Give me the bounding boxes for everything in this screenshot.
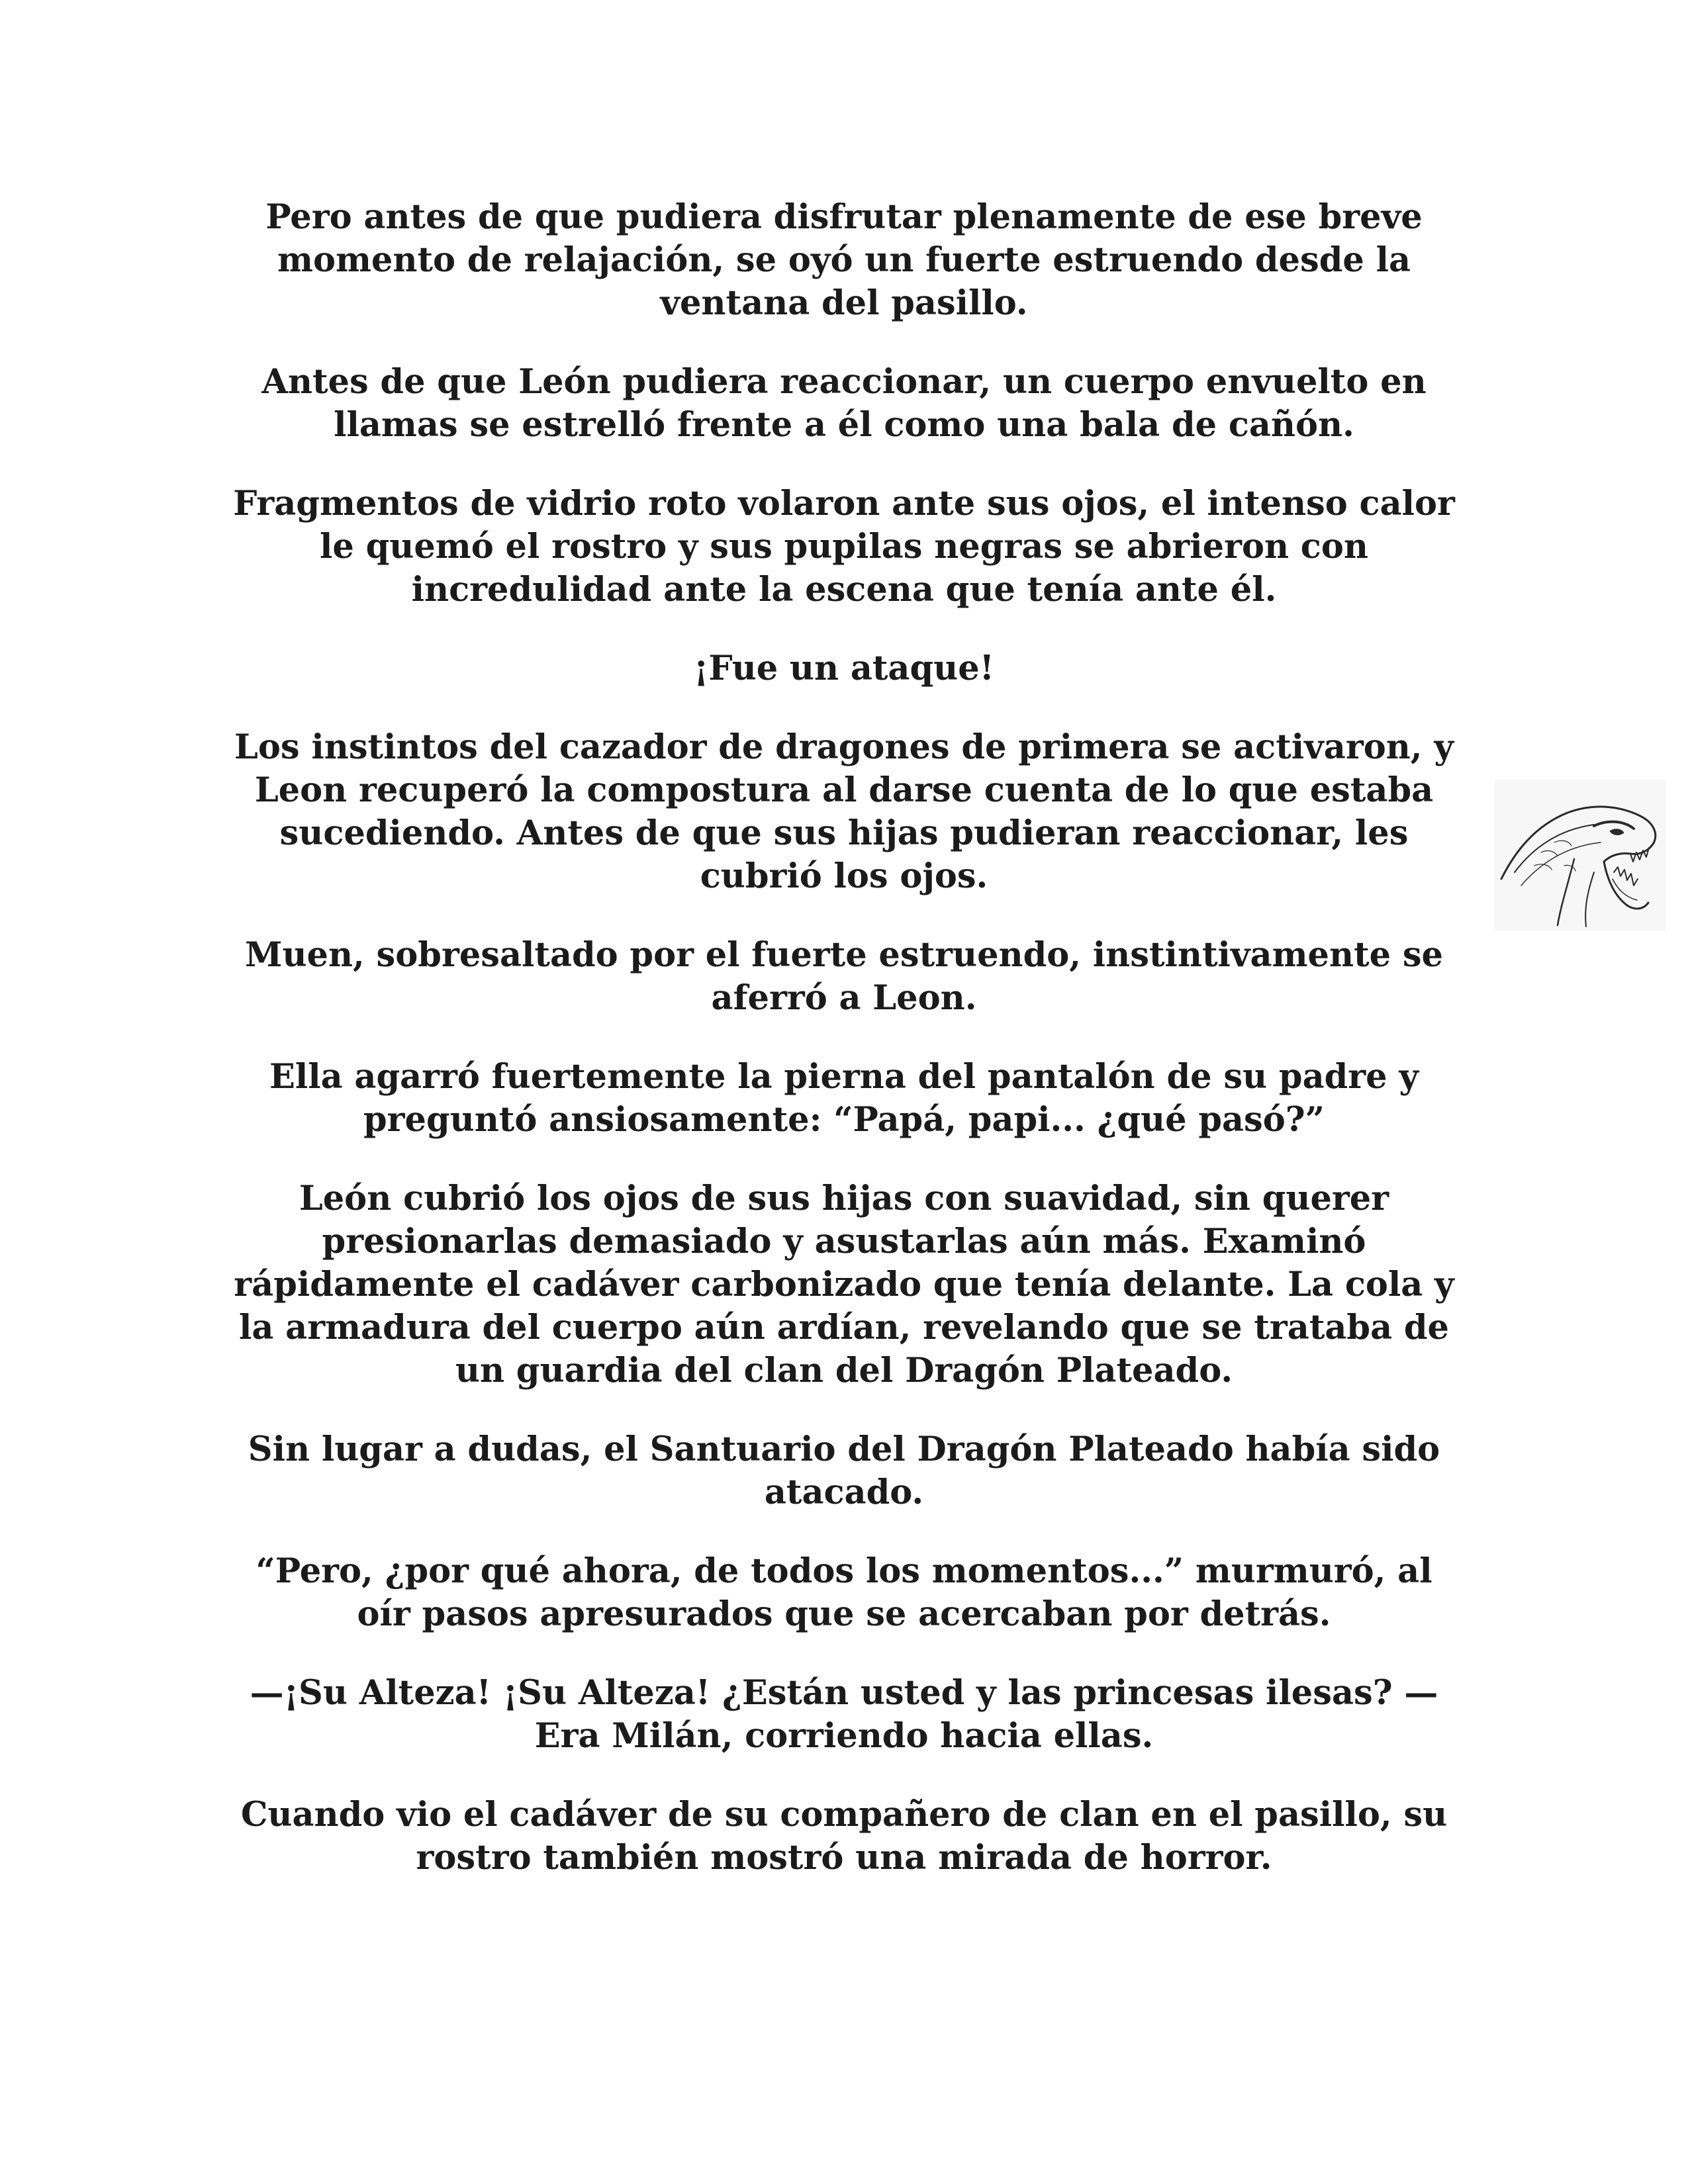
paragraph: “Pero, ¿por qué ahora, de todos los momentos...” murmuró, al oír pasos apresurados que se acercaban por detrás. bbox=[256, 1551, 1432, 1634]
dragon-head-sketch-icon bbox=[1495, 780, 1665, 931]
paragraph: Muen, sobresaltado por el fuerte estruendo, instintivamente se aferró a Leon. bbox=[244, 935, 1443, 1018]
paragraph: Sin lugar a dudas, el Santuario del Dragón Plateado había sido atacado. bbox=[248, 1430, 1440, 1512]
paragraph: —¡Su Alteza! ¡Su Alteza! ¿Están usted y las princesas ilesas? —Era Milán, corriendo hacia ellas. bbox=[250, 1673, 1438, 1756]
story-text bbox=[225, 196, 1463, 1915]
paragraph: León cubrió los ojos de sus hijas con suavidad, sin querer presionarlas demasiado y asustarlas aún más. Examinó rápidamente el cadáver carbonizado que tenía delante. La cola y la armadura del cuerpo aún ardían, revelando que se trataba de un guardia del clan del Dragón Plateado. bbox=[234, 1179, 1454, 1390]
paragraph: Cuando vio el cadáver de su compañero de clan en el pasillo, su rostro también mostró una mirada de horror. bbox=[240, 1795, 1448, 1878]
paragraph: ¡Fue un ataque! bbox=[693, 649, 995, 688]
paragraph: Ella agarró fuertemente la pierna del pantalón de su padre y preguntó ansiosamente: “Papá, papi... ¿qué pasó?” bbox=[269, 1057, 1419, 1140]
paragraph: Pero antes de que pudiera disfrutar plenamente de ese breve momento de relajación, se oyó un fuerte estruendo desde la ventana del pasillo. bbox=[265, 197, 1423, 323]
paragraph: Fragmentos de vidrio roto volaron ante sus ojos, el intenso calor le quemó el rostro y sus pupilas negras se abrieron con incredulidad ante la escena que tenía ante él. bbox=[233, 484, 1455, 610]
paragraph: Antes de que León pudiera reaccionar, un cuerpo envuelto en llamas se estrelló frente a él como una bala de cañón. bbox=[261, 362, 1427, 445]
paragraph: Los instintos del cazador de dragones de primera se activaron, y Leon recuperó la compostura al darse cuenta de lo que estaba sucediendo. Antes de que sus hijas pudieran reaccionar, les cubrió los ojos. bbox=[234, 727, 1454, 896]
